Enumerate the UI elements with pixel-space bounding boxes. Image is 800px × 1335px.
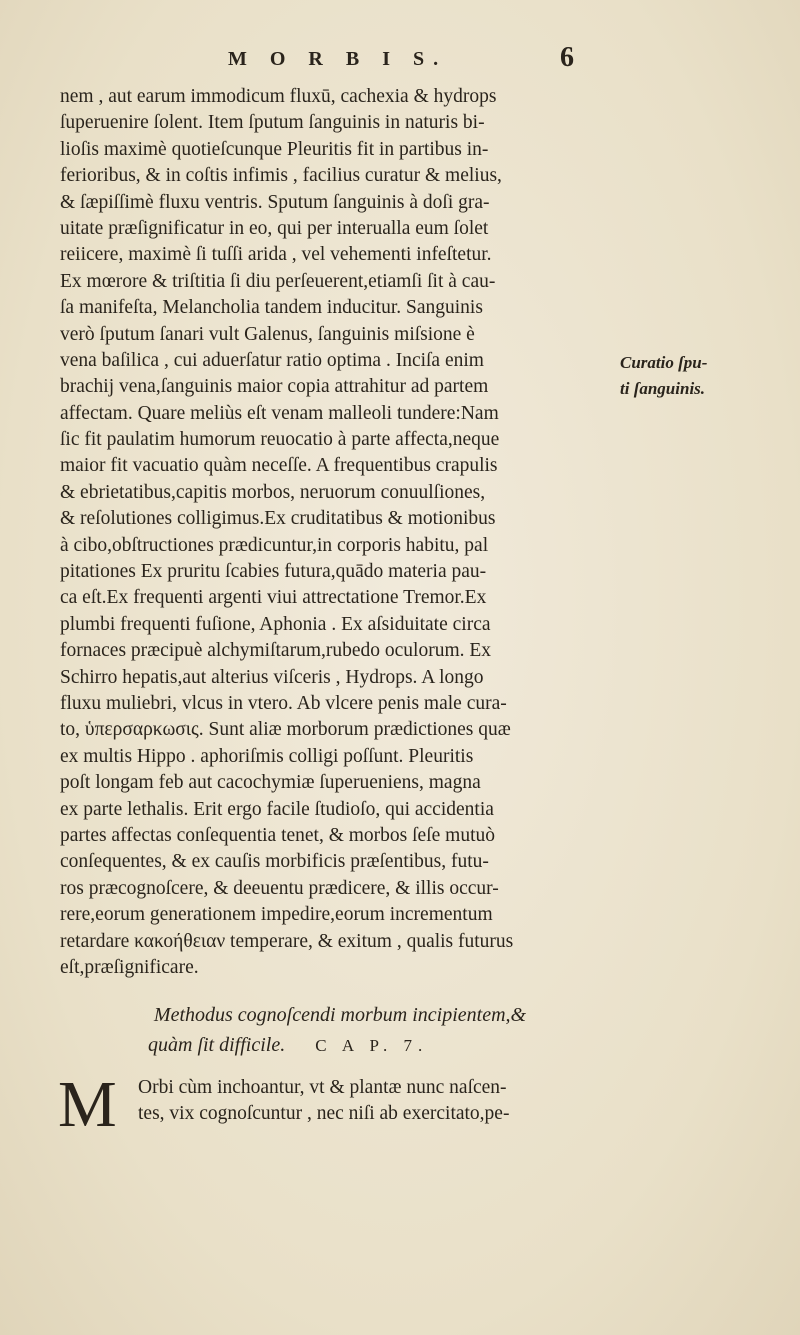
text-line: Orbi cùm inchoantur, vt & plantæ nunc naſcen- [138,1077,507,1098]
text-line: ſic fit paulatim humorum reuocatio à parte affecta,neque [60,429,500,451]
page-number: 6 [560,42,574,73]
text-line: pitationes Ex pruritu ſcabies futura,quādo materia pau- [60,561,487,583]
text-line: nem , aut earum immodicum fluxū, cachexia & hydrops [60,86,497,107]
text-line: fluxu muliebri, vlcus in vtero. Ab vlcere penis male cura- [60,692,507,714]
running-title: M O R B I S. [228,48,448,70]
text-line: verò ſputum ſanari vult Galenus, ſanguinis miſsione è [60,323,475,345]
text-line: brachij vena,ſanguinis maior copia attrahitur ad partem [60,376,489,398]
chapter-title-line1: Methodus cognoſcendi morbum incipientem,& [153,1004,527,1026]
margin-note-line: Curatio ſpu- [620,353,708,372]
text-line: retardare κακοήθειαν temperare, & exitum , qualis futurus [60,930,514,952]
text-line: tes, vix cognoſcuntur , nec niſi ab exercitato,pe- [138,1103,510,1125]
text-line: lioſis maximè quotieſcunque Pleuritis fit in partibus in- [60,138,489,160]
text-line: partes affectas conſequentia tenet, & morbos ſeſe mutuò [60,824,495,846]
text-line: ex multis Hippo . aphoriſmis colligi poſſunt. Pleuritis [60,745,474,767]
text-line: & ſæpiſſimè fluxu ventris. Sputum ſanguinis à doſi gra- [60,191,490,213]
text-line: Ex mœrore & triſtitia ſi diu perſeuerent,etiamſi ſit à cau- [60,270,496,292]
text-line: vena baſilica , cui aduerſatur ratio optima . Inciſa enim [60,349,484,371]
text-line: ex parte lethalis. Erit ergo facile ſtudioſo, qui accidentia [60,798,494,820]
text-line: conſequentes, & ex cauſis morbificis præſentibus, futu- [60,851,489,873]
text-line: ferioribus, & in coſtis infimis , facilius curatur & melius, [60,165,502,187]
text-line: plumbi frequenti fuſione, Aphonia . Ex aſsiduitate circa [60,613,491,635]
text-line: & ebrietatibus,capitis morbos, neruorum conuulſiones, [60,481,486,503]
text-line: affectam. Quare meliùs eſt venam malleoli tundere:Nam [60,402,499,424]
text-line: rere,eorum generationem impedire,eorum incrementum [60,904,493,926]
text-line: poſt longam feb aut cacochymiæ ſuperueniens, magna [60,772,481,794]
chapter-title-text: quàm ſit difficile. [148,1034,286,1056]
text-line: Schirro hepatis,aut alterius viſceris , Hydrops. A longo [60,666,484,688]
text-line: ſuperuenire ſolent. Item ſputum ſanguinis in naturis bi- [60,112,485,134]
chapter-title-line2 [60,1030,620,1060]
text-line: maior fit vacuatio quàm neceſſe. A frequentibus crapulis [60,455,498,477]
text-line: ſa manifeſta, Melancholia tandem inducitur. Sanguinis [60,297,483,319]
chapter-heading [60,1000,620,1060]
running-head [0,42,800,82]
drop-cap-initial: M [58,1068,117,1141]
text-line: uitate præſignificatur in eo, qui per interualla eum ſolet [60,217,489,239]
text-line: ros præcognoſcere, & deeuentu prædicere, & illis occur- [60,877,499,899]
text-line: to, ὑπερσαρκωσις. Sunt aliæ morborum prædictiones quæ [60,719,511,741]
text-line: fornaces præcipuè alchymiſtarum,rubedo oculorum. Ex [60,640,492,662]
chapter-number: C A P. 7. [315,1036,429,1055]
margin-note [620,350,800,402]
text-line: & reſolutiones colligimus.Ex cruditatibus & motionibus [60,508,496,530]
text-line: à cibo,obſtructiones prædicuntur,in corporis habitu, pal [60,534,489,556]
margin-note-line: ti ſanguinis. [620,379,706,398]
chapter-opening-paragraph [58,1068,618,1141]
text-line: ca eſt.Ex frequenti argenti viui attrectatione Tremor.Ex [60,587,487,609]
main-paragraph [60,84,595,981]
text-line: reiicere, maximè ſi tuſſi arida , vel vehementi infeſtetur. [60,244,492,266]
text-line: eſt,præſignificare. [60,956,199,978]
